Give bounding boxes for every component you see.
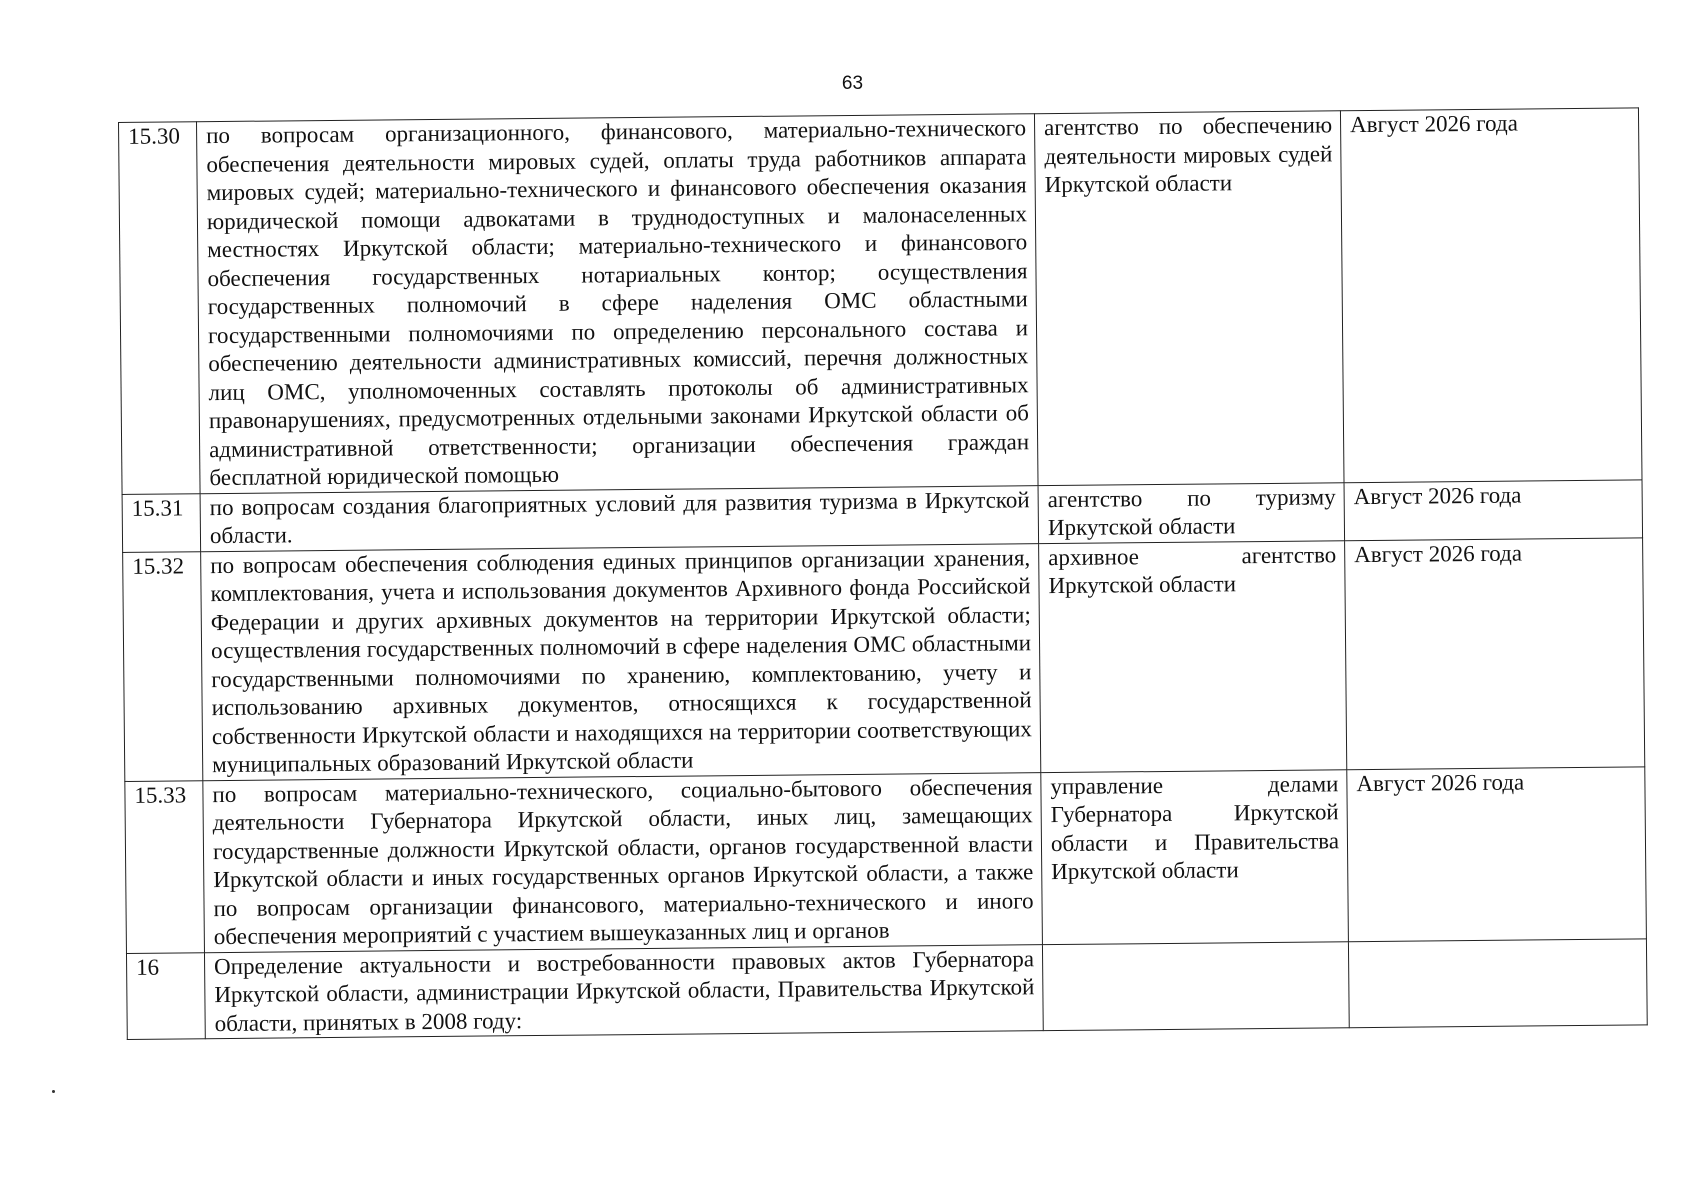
row-number: 15.31	[122, 493, 201, 552]
table-row	[126, 938, 1647, 1039]
row-description: по вопросам обеспечения соблюдения единых принципов организации хранения, комплектования, учета и использования документов Архивного фонда Российской Федерации и других архивных документов на территории Иркутской области; осуществления государственных полномочий в сфере наделения ОМС областными государственными полномочиями по хранению, комплектованию, учету и использованию архивных документов, относящихся к государственной собственности Иркутской области и находящихся на территории соответствующих муниципальных образований Иркутской области	[201, 543, 1041, 780]
row-description: Определение актуальности и востребованности правовых актов Губернатора Иркутской области, администрации Иркутской области, Правительства Иркутской области, принятых в 2008 году:	[204, 944, 1043, 1039]
plan-table	[118, 107, 1648, 1040]
row-number: 16	[126, 952, 205, 1039]
table-row	[123, 537, 1645, 781]
row-executor	[1042, 941, 1349, 1030]
row-deadline: Август 2026 года	[1345, 537, 1645, 769]
row-number: 15.32	[123, 551, 203, 781]
table-row	[119, 108, 1642, 494]
row-deadline: Август 2026 года	[1347, 766, 1647, 941]
scan-speck	[52, 1090, 55, 1093]
row-description: по вопросам организационного, финансового, материально-технического обеспечения деятельности мировых судей, оплаты труда работников аппарата мировых судей; материально-технического и финансового обеспечения оказания юридической помощи адвокатами в труднодоступных и малонаселенных местностях Иркутской области; материально-технического и финансового обеспечения государственных нотариальных контор; осуществления государственных полномочий в сфере наделения ОМС областными государственными полномочиями по определению персонального состава и обеспечению деятельности административных комиссий, перечня должностных лиц ОМС, уполномоченных составлять протоколы об административных правонарушениях, предусмотренных отдельными законами Иркутской области об административной ответственности; организации обеспечения граждан бесплатной юридической помощью	[197, 114, 1039, 494]
row-deadline: Август 2026 года	[1344, 479, 1643, 540]
row-executor: управление делами Губернатора Иркутской области и Правительства Иркутской области	[1041, 769, 1349, 944]
row-description: по вопросам создания благоприятных условий для развития туризма в Иркутской области.	[200, 485, 1039, 551]
row-number: 15.33	[125, 780, 205, 953]
table-row	[125, 766, 1647, 953]
page-number: 63	[841, 73, 864, 94]
row-deadline: Август 2026 года	[1340, 108, 1642, 482]
row-number: 15.30	[119, 122, 201, 494]
row-description: по вопросам материально-технического, социально-бытового обеспечения деятельности Губернатора Иркутской области, иных лиц, замещающих государственные должности Иркутской области, органов государственной власти Иркутской области и иных государственных органов Иркутской области, а также по вопросам организации финансового, материально-технического и иного обеспечения мероприятий с участием вышеуказанных лиц и органов	[203, 772, 1043, 952]
row-executor: архивное агентство Иркутской области	[1039, 540, 1347, 772]
row-deadline	[1348, 938, 1647, 1027]
row-executor: агентство по туризму Иркутской области	[1038, 482, 1345, 543]
row-executor: агентство по обеспечению деятельности мировых судей Иркутской области	[1034, 111, 1344, 485]
